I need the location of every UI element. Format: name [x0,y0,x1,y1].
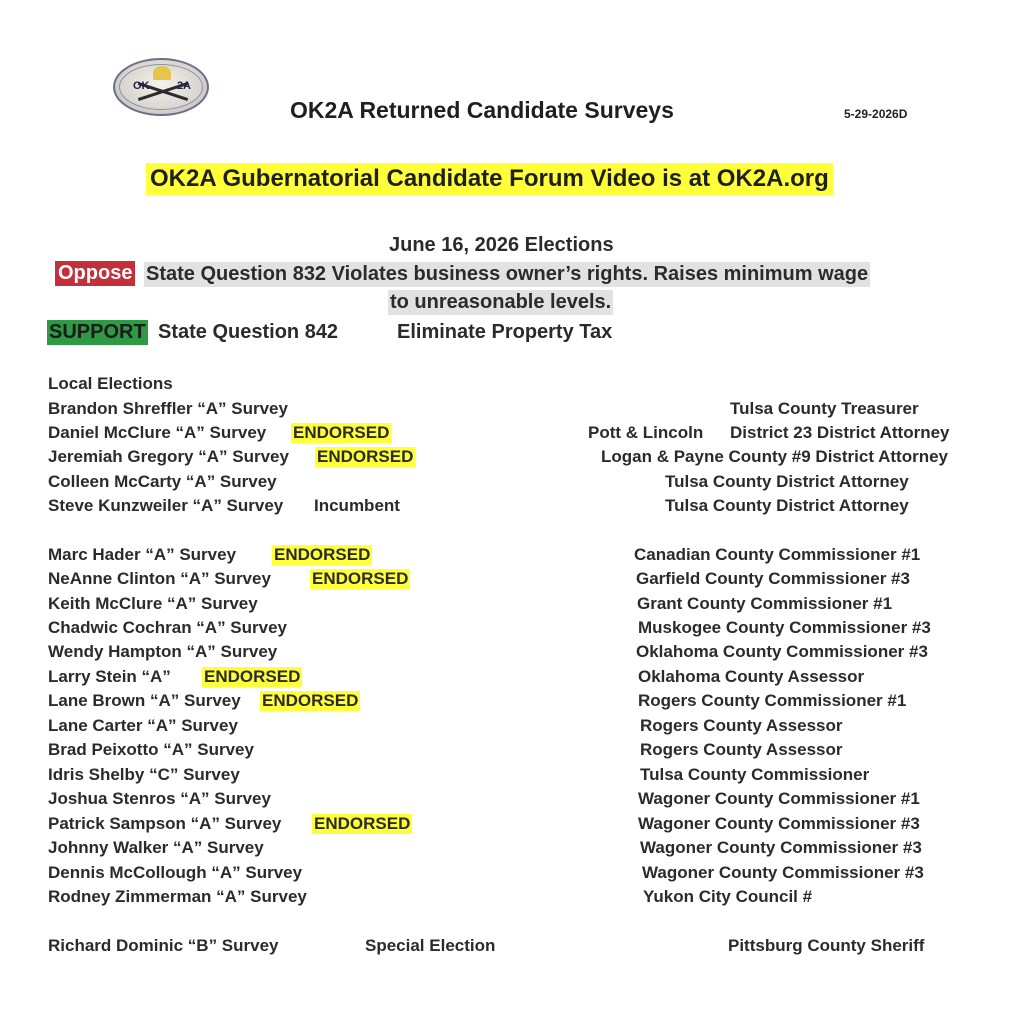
candidate-office: Oklahoma County Assessor [638,667,865,686]
elections-heading: June 16, 2026 Elections [389,234,614,256]
candidate-office: Rogers County Assessor [640,716,843,735]
incumbent-label: Incumbent [314,496,400,515]
endorsed-badge: ENDORSED [317,447,414,466]
candidate-name: Jeremiah Gregory “A” Survey [48,447,289,466]
candidate-office: Tulsa County Treasurer [730,399,919,418]
candidate-name: Marc Hader “A” Survey [48,545,237,564]
candidate-office: Wagoner County Commissioner #3 [642,863,924,882]
candidate-office: Oklahoma County Commissioner #3 [636,642,928,661]
candidate-name: Patrick Sampson “A” Survey [48,814,282,833]
candidate-office: Garfield County Commissioner #3 [636,569,910,588]
candidate-office: Tulsa County Commissioner [640,765,870,784]
candidate-office: Wagoner County Commissioner #3 [640,838,922,857]
candidate-name: Dennis McCollough “A” Survey [48,863,303,882]
logo-ok-text: OK [133,80,150,92]
candidate-name: Joshua Stenros “A” Survey [48,789,271,808]
sq832-description-cont: to unreasonable levels. [390,291,612,313]
candidate-office: Yukon City Council # [643,887,813,906]
candidate-name: Rodney Zimmerman “A” Survey [48,887,307,906]
endorsed-badge: ENDORSED [293,423,390,442]
candidate-office: Wagoner County Commissioner #3 [638,814,920,833]
ok2a-logo [113,58,209,116]
candidate-office: District 23 District Attorney [730,423,950,442]
sq832-description: State Question 832 Violates business owner’s rights. Raises minimum wage [146,263,869,285]
candidate-office: Rogers County Assessor [640,740,843,759]
candidate-office: Wagoner County Commissioner #1 [638,789,920,808]
candidate-name: Wendy Hampton “A” Survey [48,642,278,661]
candidate-name: Lane Carter “A” Survey [48,716,238,735]
candidate-office: Tulsa County District Attorney [665,496,909,515]
date-code: 5-29-2026D [844,107,908,121]
candidate-name: Colleen McCarty “A” Survey [48,472,277,491]
endorsed-badge: ENDORSED [262,691,359,710]
candidate-office: Canadian County Commissioner #1 [634,545,921,564]
logo-sun-emblem [153,66,171,80]
candidate-office: Grant County Commissioner #1 [637,594,893,613]
candidate-name: Idris Shelby “C” Survey [48,765,240,784]
candidate-name: Chadwic Cochran “A” Survey [48,618,288,637]
candidate-name: Brad Peixotto “A” Survey [48,740,254,759]
local-elections-heading: Local Elections [48,374,173,393]
candidate-office: Logan & Payne County #9 District Attorney [601,447,948,466]
candidate-office: Tulsa County District Attorney [665,472,909,491]
candidate-name: Daniel McClure “A” Survey [48,423,267,442]
oppose-badge: Oppose [55,261,135,286]
candidate-name: Steve Kunzweiler “A” Survey [48,496,284,515]
support-badge: SUPPORT [49,321,146,343]
candidate-name: Brandon Shreffler “A” Survey [48,399,288,418]
candidate-name: Lane Brown “A” Survey [48,691,241,710]
candidate-name: Keith McClure “A” Survey [48,594,258,613]
endorsed-badge: ENDORSED [274,545,371,564]
forum-notice: OK2A Gubernatorial Candidate Forum Video is at OK2A.org [146,163,833,195]
candidate-name: Larry Stein “A” [48,667,171,686]
candidate-region: Pott & Lincoln [588,423,704,442]
page-title: OK2A Returned Candidate Surveys [290,97,674,123]
candidate-name: Richard Dominic “B” Survey [48,936,279,955]
endorsed-badge: ENDORSED [314,814,411,833]
sq842-name: State Question 842 [158,321,339,343]
candidate-office: Rogers County Commissioner #1 [638,691,907,710]
special-election-label: Special Election [365,936,496,955]
endorsed-badge: ENDORSED [204,667,301,686]
candidate-name: Johnny Walker “A” Survey [48,838,264,857]
candidate-office: Pittsburg County Sheriff [728,936,925,955]
sq842-description: Eliminate Property Tax [397,321,613,343]
endorsed-badge: ENDORSED [312,569,409,588]
logo-2a-text: 2A [176,80,191,92]
candidate-name: NeAnne Clinton “A” Survey [48,569,271,588]
candidate-office: Muskogee County Commissioner #3 [638,618,931,637]
